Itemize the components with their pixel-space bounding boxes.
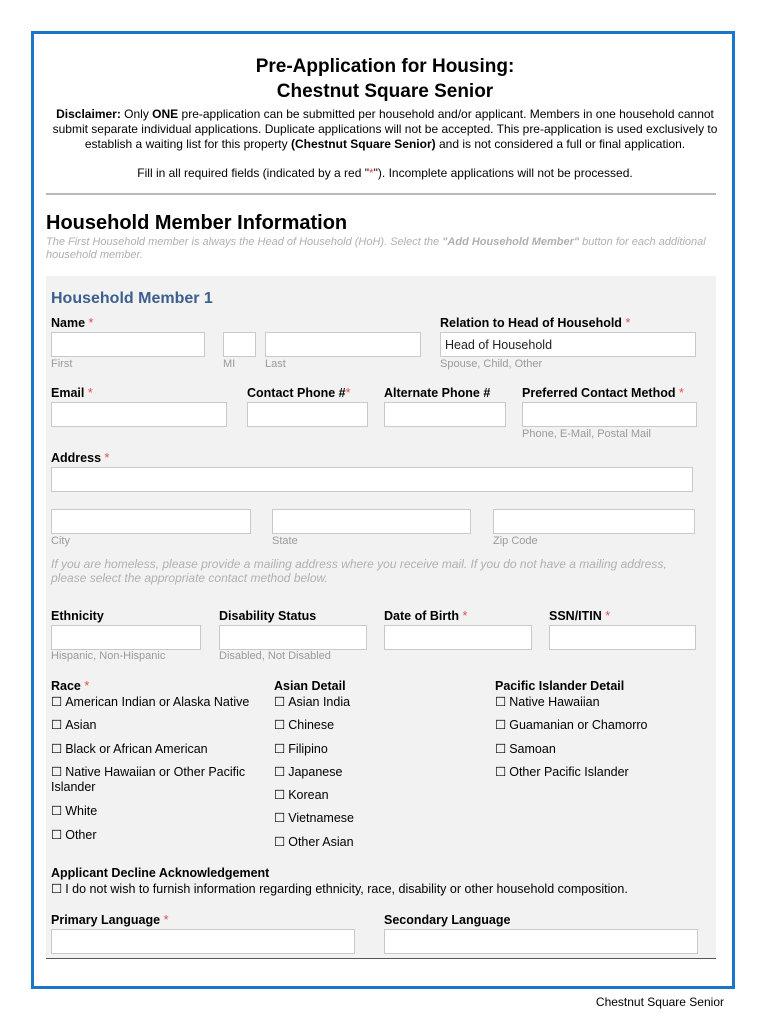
option-label: Other Asian: [288, 835, 354, 849]
checkbox-icon[interactable]: ☐: [51, 828, 63, 842]
required-marker: *: [87, 386, 93, 400]
disability-hint: Disabled, Not Disabled: [219, 650, 331, 662]
race-option-american-indian[interactable]: [51, 694, 249, 709]
primary-language-input[interactable]: [51, 929, 355, 954]
ssn-input[interactable]: [549, 625, 696, 650]
pacific-option-native-hawaiian[interactable]: [495, 694, 600, 709]
pacific-detail-label: Pacific Islander Detail: [495, 679, 625, 693]
disclaimer-text-2: pre-application can be submitted per household and/or applicant. Members in one household cannot submit separate individual applications. Duplicate applications will not be accepted. This pre-application is used exclusively to establish a waiting list for this property: [52, 107, 718, 151]
ethnicity-input[interactable]: [51, 625, 201, 650]
checkbox-icon[interactable]: ☐: [274, 835, 286, 849]
section-note-post: button for each additional household member.: [46, 236, 706, 261]
race-label: [51, 679, 89, 693]
relation-hint: Spouse, Child, Other: [440, 358, 543, 370]
street-address-input[interactable]: [51, 467, 693, 492]
disclaimer-one: ONE: [152, 107, 179, 121]
divider: [46, 193, 716, 195]
ssn-label: [549, 609, 610, 623]
middle-initial-input[interactable]: [223, 332, 256, 357]
section-note-pre: The First Household member is always the Head of Household (HoH). Select the: [46, 236, 443, 248]
member-heading: Household Member 1: [51, 290, 213, 307]
preferred-contact-input[interactable]: [522, 402, 697, 427]
required-marker: *: [84, 679, 90, 693]
option-label: Black or African American: [65, 742, 208, 756]
decline-label: Applicant Decline Acknowledgement: [51, 866, 270, 880]
mi-hint: MI: [223, 358, 236, 370]
required-marker: *: [104, 451, 110, 465]
pacific-option-other[interactable]: [495, 764, 629, 779]
checkbox-icon[interactable]: ☐: [495, 718, 507, 732]
preferred-contact-hint: Phone, E-Mail, Postal Mail: [522, 428, 651, 440]
option-label: Asian India: [288, 695, 351, 709]
pacific-option-guamanian[interactable]: [495, 717, 647, 732]
disclaimer: [46, 107, 724, 152]
disability-input[interactable]: [219, 625, 367, 650]
checkbox-icon[interactable]: ☐: [274, 765, 286, 779]
preferred-contact-label: [522, 386, 684, 400]
required-marker: *: [625, 316, 631, 330]
decline-option[interactable]: [51, 881, 628, 896]
last-name-input[interactable]: [265, 332, 421, 357]
option-label: Native Hawaiian or Other Pacific: [65, 765, 246, 779]
section-heading: Household Member Information: [46, 212, 348, 234]
required-marker: *: [163, 913, 169, 927]
disability-label: Disability Status: [219, 609, 317, 623]
required-marker: *: [678, 386, 684, 400]
homeless-note: If you are homeless, please provide a mailing address where you receive mail. If you do not have a mailing address, please select the appropriate contact method below.: [51, 557, 667, 585]
add-member-reference: "Add Household Member": [442, 236, 580, 248]
checkbox-icon[interactable]: ☐: [274, 718, 286, 732]
option-label: Samoan: [509, 742, 556, 756]
first-hint: First: [51, 358, 73, 370]
required-instructions-pre: Fill in all required fields (indicated by a red ": [137, 166, 369, 180]
asian-option-korean[interactable]: [274, 787, 329, 802]
checkbox-icon[interactable]: ☐: [51, 695, 63, 709]
primary-language-label-text: Primary Language: [51, 913, 161, 927]
member-panel: [46, 276, 716, 958]
checkbox-icon[interactable]: ☐: [495, 742, 507, 756]
option-label: White: [65, 804, 98, 818]
checkbox-icon[interactable]: ☐: [495, 765, 507, 779]
last-hint: Last: [265, 358, 286, 370]
relation-input[interactable]: [440, 332, 696, 357]
disclaimer-property: (Chestnut Square Senior): [290, 137, 436, 151]
contact-phone-label: [247, 386, 351, 400]
required-instructions: [46, 166, 724, 181]
race-option-native-hawaiian[interactable]: [51, 764, 245, 779]
option-label: Filipino: [288, 742, 328, 756]
checkbox-icon[interactable]: ☐: [274, 695, 286, 709]
checkbox-icon[interactable]: ☐: [274, 788, 286, 802]
required-instructions-post: "). Incomplete applications will not be processed.: [373, 166, 633, 180]
checkbox-icon[interactable]: ☐: [274, 811, 286, 825]
relation-label: [440, 316, 630, 330]
dob-label-text: Date of Birth: [384, 609, 459, 623]
asian-option-india[interactable]: [274, 694, 350, 709]
address-label: [51, 451, 109, 465]
race-option-other[interactable]: [51, 827, 96, 842]
asian-option-filipino[interactable]: [274, 741, 328, 756]
disclaimer-text-1: Only: [120, 107, 153, 121]
asian-option-chinese[interactable]: [274, 717, 334, 732]
asian-option-other[interactable]: [274, 834, 354, 849]
relation-label-text: Relation to Head of Household: [440, 316, 622, 330]
race-option-native-hawaiian-cont: Islander: [51, 780, 96, 794]
required-star: *: [368, 166, 374, 180]
option-label: Chinese: [288, 718, 335, 732]
race-option-black[interactable]: [51, 741, 208, 756]
checkbox-icon[interactable]: ☐: [51, 765, 63, 779]
zip-input[interactable]: [493, 509, 695, 534]
zip-hint: Zip Code: [493, 535, 538, 547]
preferred-contact-label-text: Preferred Contact Method: [522, 386, 676, 400]
checkbox-icon[interactable]: ☐: [51, 742, 63, 756]
checkbox-icon[interactable]: ☐: [51, 718, 63, 732]
option-label: Native Hawaiian: [509, 695, 600, 709]
name-label: [51, 316, 93, 330]
disclaimer-label: Disclaimer:: [56, 107, 121, 121]
pacific-option-samoan[interactable]: [495, 741, 556, 756]
name-label-text: Name: [51, 316, 86, 330]
primary-language-label: [51, 913, 168, 927]
dob-input[interactable]: [384, 625, 532, 650]
option-label: Vietnamese: [288, 811, 355, 825]
state-hint: State: [272, 535, 298, 547]
section-note: [46, 236, 716, 262]
checkbox-icon[interactable]: ☐: [274, 742, 286, 756]
race-option-asian[interactable]: [51, 717, 97, 732]
option-label: Guamanian or Chamorro: [509, 718, 648, 732]
alternate-phone-label: Alternate Phone #: [384, 386, 491, 400]
option-label: Other Pacific Islander: [509, 765, 629, 779]
city-input[interactable]: [51, 509, 251, 534]
required-marker: *: [345, 386, 351, 400]
contact-phone-label-text: Contact Phone #: [247, 386, 346, 400]
option-label: Japanese: [288, 765, 343, 779]
email-input[interactable]: [51, 402, 227, 427]
option-label: I do not wish to furnish information regarding ethnicity, race, disability or other household composition.: [65, 882, 628, 896]
ethnicity-hint: Hispanic, Non-Hispanic: [51, 650, 166, 662]
checkbox-icon[interactable]: ☐: [51, 882, 63, 896]
first-name-input[interactable]: [51, 332, 205, 357]
asian-option-japanese[interactable]: [274, 764, 342, 779]
city-hint: City: [51, 535, 70, 547]
address-label-text: Address: [51, 451, 102, 465]
asian-option-vietnamese[interactable]: [274, 810, 354, 825]
required-marker: *: [88, 316, 94, 330]
disclaimer-text-3: and is not considered a full or final application.: [435, 137, 686, 151]
option-label: American Indian or Alaska Native: [65, 695, 250, 709]
secondary-language-input[interactable]: [384, 929, 698, 954]
checkbox-icon[interactable]: ☐: [51, 804, 63, 818]
checkbox-icon[interactable]: ☐: [495, 695, 507, 709]
option-label: Korean: [288, 788, 329, 802]
page-title: Pre-Application for Housing:: [255, 56, 515, 77]
required-marker: *: [605, 609, 611, 623]
state-input[interactable]: [272, 509, 471, 534]
race-label-text: Race: [51, 679, 81, 693]
asian-detail-label: Asian Detail: [274, 679, 346, 693]
secondary-language-label: Secondary Language: [384, 913, 511, 927]
email-label-text: Email: [51, 386, 85, 400]
option-label: Asian: [65, 718, 97, 732]
panel-bottom-line: [46, 958, 716, 959]
page-footer: Chestnut Square Senior: [595, 995, 724, 1009]
ssn-label-text: SSN/ITIN: [549, 609, 602, 623]
ethnicity-label: Ethnicity: [51, 609, 104, 623]
required-marker: *: [462, 609, 468, 623]
alternate-phone-input[interactable]: [384, 402, 506, 427]
race-option-white[interactable]: [51, 803, 97, 818]
dob-label: [384, 609, 467, 623]
page-subtitle: Chestnut Square Senior: [276, 81, 494, 102]
option-label: Other: [65, 828, 97, 842]
contact-phone-input[interactable]: [247, 402, 368, 427]
email-label: [51, 386, 93, 400]
